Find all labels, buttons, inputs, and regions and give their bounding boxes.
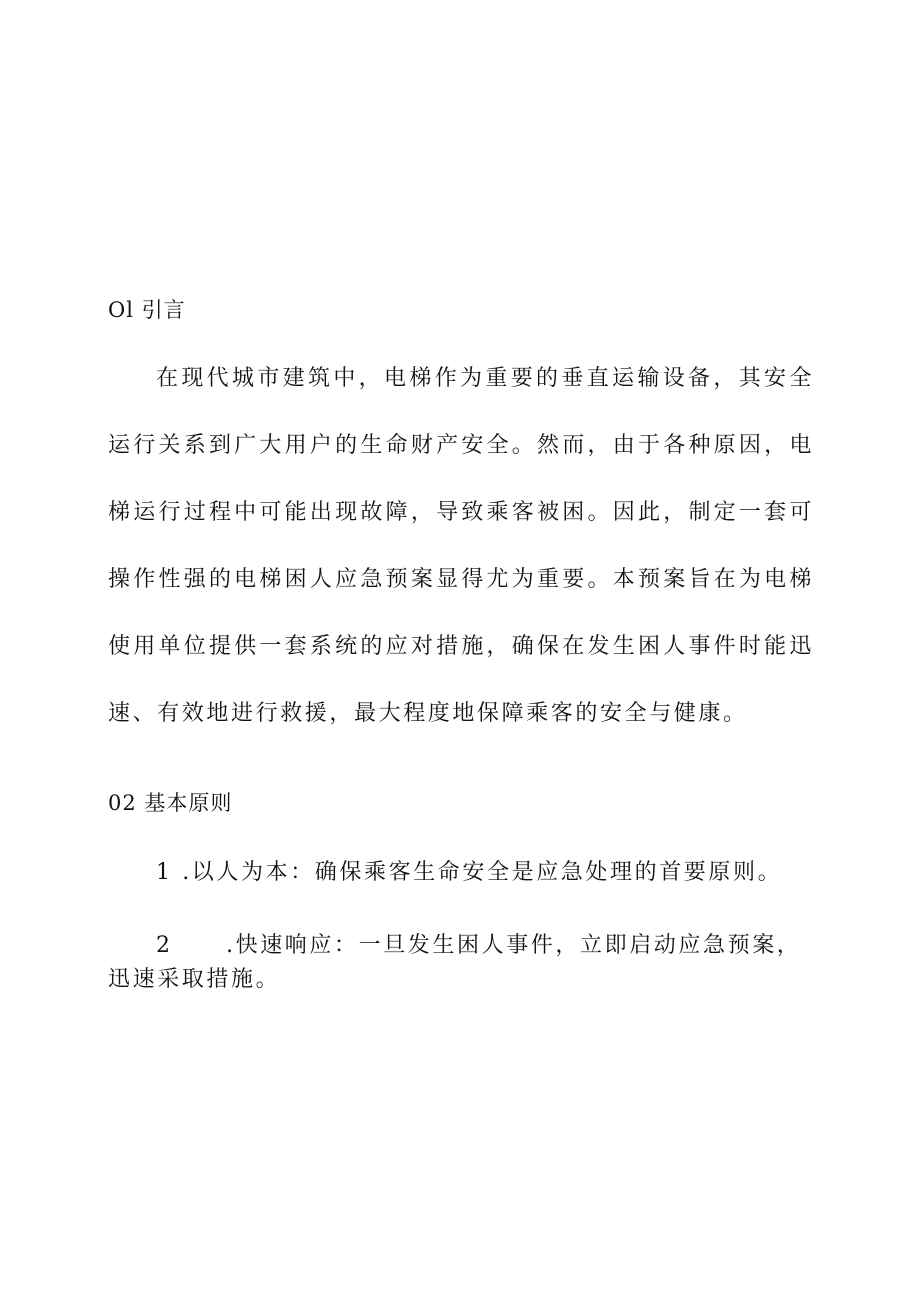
- principle-text: .快速响应：一旦发生困人事件，立即启动应急预案，迅速采取措施。: [108, 933, 802, 992]
- principle-number: 2: [156, 933, 173, 958]
- principle-text: .以人为本：确保乘客生命安全是应急处理的首要原则。: [182, 860, 783, 885]
- principle-item: [108, 929, 814, 997]
- section-heading-introduction: Ol 引言: [108, 298, 186, 322]
- section-heading-principles: 02 基本原则: [108, 791, 233, 815]
- principle-item: [108, 858, 814, 889]
- principle-number: 1: [156, 860, 173, 885]
- introduction-paragraph: 在现代城市建筑中，电梯作为重要的垂直运输设备，其安全运行关系到广大用户的生命财产安全。然而，由于各种原因，电梯运行过程中可能出现故障，导致乘客被困。因此，制定一套可操作性强的电梯困人应急预案显得尤为重要。本预案旨在为电梯使用单位提供一套系统的应对措施，确保在发生困人事件时能迅速、有效地进行救援，最大程度地保障乘客的安全与健康。: [108, 366, 814, 726]
